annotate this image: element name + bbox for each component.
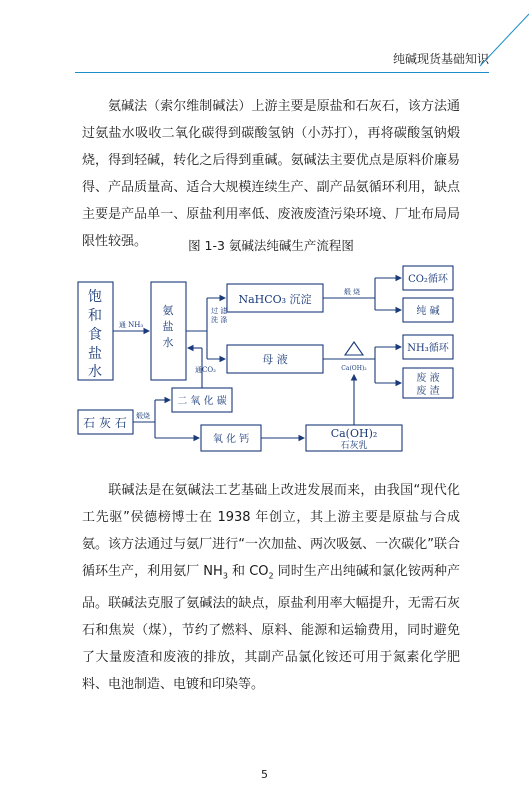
paragraph-combined-soda	[82, 477, 460, 698]
filter-label: 过 滤	[211, 307, 228, 315]
header-rule	[75, 72, 489, 73]
paragraph-ammonia-soda	[82, 93, 460, 255]
co2-cycle-label: CO₂循环	[408, 274, 448, 285]
co2-label: 二 氧 化 碳	[177, 396, 227, 407]
waste-liquid-label: 废 液	[416, 373, 440, 384]
figure-caption: 图 1-3 氨碱法纯碱生产流程图	[188, 238, 354, 253]
brine-char-3: 食	[88, 327, 102, 343]
ammonia-brine-char-1: 氨	[162, 304, 174, 317]
mother-liquor-label: 母 液	[262, 353, 288, 366]
lime-milk-label: 石灰乳	[340, 441, 368, 451]
running-header: 纯碱现货基础知识	[392, 52, 489, 66]
calcine-bottom-label: 煅烧	[136, 412, 150, 420]
ammonia-brine-char-3: 水	[162, 336, 174, 349]
pass-nh3-label: 通 NH₃	[118, 321, 144, 329]
nh3-cycle-label: NH₃循环	[407, 343, 449, 354]
paragraph-2-part-2: 和 CO	[227, 564, 269, 579]
page-number: 5	[261, 768, 268, 781]
cao-label: 氧 化 钙	[212, 434, 250, 445]
paragraph-2-sub-2: 2	[268, 571, 274, 581]
paragraph-2-part-1: 联碱法是在氨碱法工艺基础上改进发展而来，由我国“现代化工先驱”侯德榜博士在 1938 年创立，其上游主要是原盐与合成氨。该方法通过与氨厂进行“一次加盐、两次吸氨、一次碳化”联合循环生产，利用氨厂 NH	[82, 483, 460, 579]
soda-label: 纯 碱	[416, 306, 440, 317]
pass-co2-label: 通CO₂	[195, 366, 216, 374]
nahco3-label: NaHCO₃ 沉淀	[238, 293, 312, 306]
caoh2-small-label: Ca(OH)₂	[341, 365, 367, 372]
brine-char-2: 和	[88, 308, 102, 324]
limestone-label: 石 灰 石	[83, 416, 127, 430]
heat-triangle	[345, 342, 363, 355]
brine-char-4: 盐	[88, 346, 102, 362]
brine-char-5: 水	[88, 364, 102, 380]
caoh2-label: Ca(OH)₂	[330, 427, 378, 440]
paragraph-1-text: 氨碱法（索尔维制碱法）上游主要是原盐和石灰石，该方法通过氨盐水吸收二氧化碳得到碳酸氢钠（小苏打），再将碳酸氢钠煅烧，得到轻碱，转化之后得到重碱。氨碱法主要优点是原料价廉易得、产品质量高、适合大规模连续生产、副产品氨循环利用，缺点主要是产品单一、原盐利用率低、废液废渣污染环境、厂址布局局限性较强。	[82, 99, 460, 249]
wash-label: 洗 涤	[211, 316, 228, 324]
paragraph-2-sub-1: 3	[222, 571, 228, 581]
flow-diagram	[75, 258, 465, 458]
waste-solid-label: 废 渣	[416, 386, 440, 397]
paragraph-2-part-3: 同时生产出纯碱和氯化铵两种产品。联碱法克服了氨碱法的缺点，原盐利用率大幅提升，无需石灰石和焦炭（煤），节约了燃料、原料、能源和运输费用，同时避免了大量废渣和废液的排放，其副产品氯化铵还可用于氮素化学肥料、电池制造、电镀和印染等。	[82, 564, 460, 692]
ammonia-brine-char-2: 盐	[162, 320, 174, 333]
calcine-top-label: 煅 烧	[343, 288, 361, 296]
brine-char-1: 饱	[88, 289, 102, 305]
